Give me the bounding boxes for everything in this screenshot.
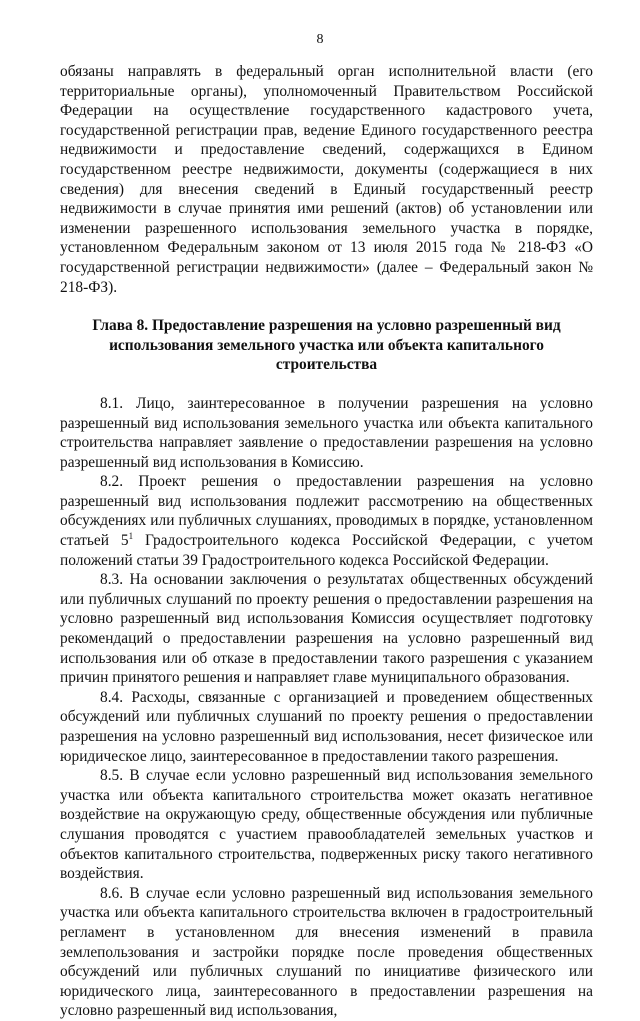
section-8-6: 8.6. В случае если условно разрешенный вид использования земельного участка или объекта капитального строительства включен в градостроительный регламент в установленном для внесения изменений в правила землепользования и застройки порядке после проведения общественных обсуждений или публичных слушаний по инициативе физического или юридического лица, заинтересованного в предоставлении разрешения на условно разрешенный вид использования, [60,884,593,1020]
article-superscript: 1 [128,530,134,541]
section-8-2 [60,472,593,570]
section-8-2-text-start: 8.2. Проект решения о предоставлении разрешения на условно разрешенный вид использования подлежит рассмотрению на общественных обсуждениях или публичных слушаниях, проводимых в порядке, установленном статьей 5 [60,473,593,550]
section-8-4: 8.4. Расходы, связанные с организацией и проведением общественных обсуждений или публичных слушаний по проекту решения о предоставлении разрешения на условно разрешенный вид использования, несет физическое или юридическое лицо, заинтересованное в предоставлении такого разрешения. [60,688,593,765]
chapter-title: Глава 8. Предоставление разрешения на условно разрешенный вид использования земельного участка или объекта капитального строительства [92,317,561,374]
section-8-3: 8.3. На основании заключения о результатах общественных обсуждений или публичных слушаний по проекту решения о предоставлении разрешения на условно разрешенный вид использования Комиссия осуществляет подготовку рекомендаций о предоставлении разрешения на условно разрешенный вид использования или об отказе в предоставлении такого разрешения с указанием причин принятого решения и направляет главе муниципального образования. [60,571,593,687]
section-8-5: 8.5. В случае если условно разрешенный вид использования земельного участка или объекта капитального строительства может оказать негативное воздействие на окружающую среду, общественные обсуждения или публичные слушания проводятся с участием правообладателей земельных участков и объектов капитального строительства, подверженных риску такого негативного воздействия. [60,767,593,883]
intro-paragraph: обязаны направлять в федеральный орган исполнительной власти (его территориальные органы), уполномоченный Правительством Российской Федерации на осуществление государственного кадастрового учета, государственной регистрации прав, ведение Единого государственного реестра недвижимости и предоставление сведений, содержащихся в Едином государственном реестре недвижимости, документы (содержащиеся в них сведения) для внесения сведений в Единый государственный реестр недвижимости в случае принятия ими решений (актов) об установлении или изменении разрешенного использования земельного участка в порядке, установленном Федеральным законом от 13 июля 2015 года № 218-ФЗ «О государственной регистрации недвижимости» (далее – Федеральный закон № 218-ФЗ). [60,63,593,296]
section-8-2-text-end: Градостроительного кодекса Российской Федерации, с учетом положений статьи 39 Градостроительного кодекса Российской Федерации. [60,532,593,569]
document-body [60,62,593,1021]
section-8-1: 8.1. Лицо, заинтересованное в получении разрешения на условно разрешенный вид использования земельного участка или объекта капитального строительства направляет заявление о предоставлении разрешения на условно разрешенный вид использования в Комиссию. [60,394,593,471]
page-number: 8 [316,32,324,47]
